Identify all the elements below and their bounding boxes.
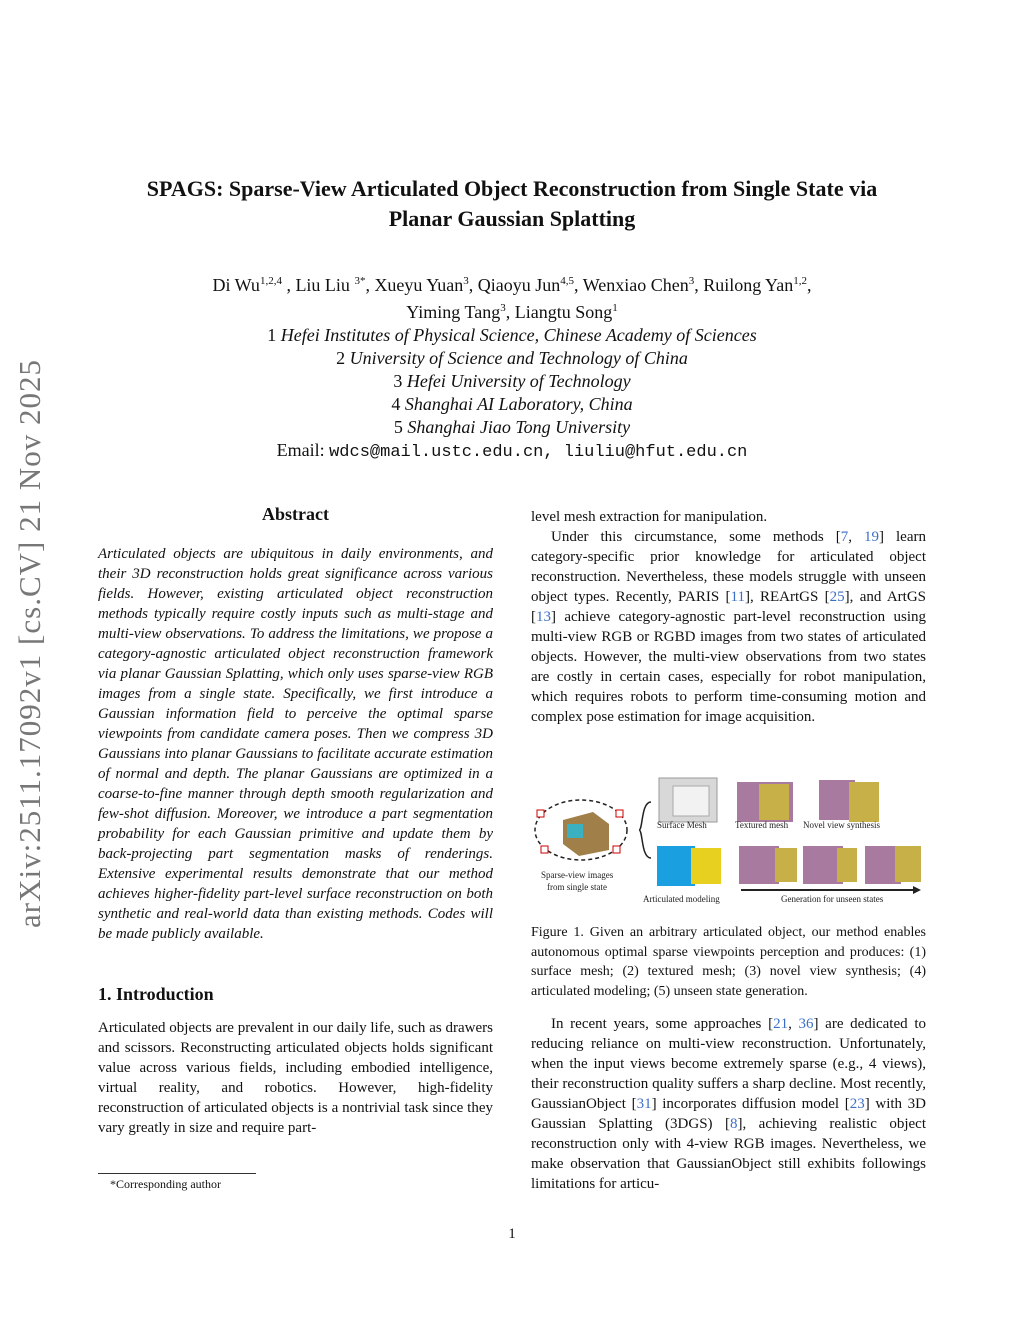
label-from-single: from single state [547,882,607,892]
affiliation-number: 3 [393,371,407,391]
footnote-rule [98,1173,256,1174]
label-sparse-view: Sparse-view images [541,870,614,880]
authors-block [60,270,964,464]
email-addresses[interactable]: wdcs@mail.ustc.edu.cn, liuliu@hfut.edu.cn [329,443,748,462]
camera-icon [613,846,620,853]
right-para-3: In recent years, some approaches [21, 36] are dedicated to reducing reliance on multi-view reconstruction. Unfortunately, when the input views become extremely sparse (e.g., 4 views), their reconstruction quality suffers a sharp decline. Most recently, GaussianObject [31] incorporates diffusion model [23] with 3D Gaussian Splatting (3DGS) [8], achieving realistic object reconstruction only with 4-view RGB images. Nevertheless, we make observation that GaussianObject still exhibits followings limitations for articu- [531,1016,927,1192]
affiliation-item [60,416,964,439]
label-textured-mesh: Textured mesh [735,820,789,830]
arxiv-sidebar: arXiv:2511.17092v1 [cs.CV] 21 Nov 2025 [12,359,47,928]
abstract-heading: Abstract [262,504,329,524]
affiliation-list [60,324,964,439]
affiliation-name: Shanghai AI Laboratory, China [404,394,633,414]
right-column-top [531,507,926,727]
camera-icon [537,810,544,817]
label-articulated: Articulated modeling [643,894,720,904]
affiliation-number: 5 [393,417,408,437]
affiliation-item [60,324,964,347]
title-line-2: Planar Gaussian Splatting [388,206,636,231]
intro-heading: 1. Introduction [98,984,214,1004]
right-para-1: level mesh extraction for manipulation. [531,509,768,525]
camera-icon [541,846,548,853]
affiliation-number: 4 [391,394,405,414]
page-number: 1 [508,1226,516,1242]
email-label: Email: [276,440,325,460]
figure-caption: Figure 1. Given an arbitrary articulated object, our method enables autonomous optimal sparse viewpoints perception and produces: (1) surface mesh; (2) textured mesh; (3) novel view synthesis; (4) articulated modeling; (5) unseen state generation. [531,925,926,999]
label-generation: Generation for unseen states [781,894,884,904]
right-para-2: Under this circumstance, some methods [7, 19] learn category-specific prior knowledge for articulated object reconstruction. Nevertheless, these models struggle with unseen object types. Recently, PARIS [11], REArtGS [25], and ArtGS [13] achieve category-agnostic part-level reconstruction using multi-view RGB or RGBD images from two states of articulated objects. However, the multi-view observations from two states are costly in certain cases, especially for robot manipulation, which requires robots to perform time-consuming motion and complex pose estimation for image acquisition. [531,529,926,725]
affiliation-item [60,347,964,370]
brace [639,802,651,858]
abstract-text: Articulated objects are ubiquitous in daily environments, and their 3D reconstruction holds great significance across various fields. However, existing articulated object reconstruction methods typically require costly inputs such as multi-stage and multi-view observations. To address the limitations, we propose a category-agnostic articulated object reconstruction framework via planar Gaussian Splatting, which only uses sparse-view RGB images from a single state. Specifically, we first introduce a Gaussian information field to perceive the optimal sparse viewpoints from candidate camera poses. Then we compress 3D Gaussians into planar Gaussians to facilitate accurate estimation of normal and depth. The planar Gaussians are optimized in a coarse-to-fine manner through depth smooth regularization and few-shot diffusion. Moreover, we introduce a part segmentation probability for each Gaussian primitive and update them by back-projecting part segmentation masks of renderings. Extensive experimental results demonstrate that our method achieves higher-fidelity part-level surface reconstruction on both synthetic and real-world data than existing methods. Codes will be made publicly available. [98,546,493,942]
novel-view-image [849,782,879,822]
surface-mesh-image [673,786,709,816]
figure-1 [531,772,926,902]
articulated-model-image [691,848,721,884]
unseen-state-image [895,846,921,882]
email-line [60,439,964,464]
footnote: *Corresponding author [110,1177,221,1191]
textured-mesh-image [759,784,789,820]
unseen-state-image [837,848,857,882]
right-column-bottom [531,1014,926,1194]
authors-line-2: Yiming Tang$^3$, Liangtu Song$^1$ [406,302,618,322]
unseen-state-image [739,846,779,884]
authors-line-1: Di Wu$^{1,2,4}$ , Liu Liu $^{3*}$, Xueyu Yuan$^3$, Qiaoyu Jun$^{4,5}$, Wenxiao Chen$^3$, Ruilong Yan$^{1,2}$, [212,275,812,295]
affiliation-name: Shanghai Jiao Tong University [407,417,631,437]
affiliation-name: University of Science and Technology of China [349,348,688,368]
arrow-head-icon [913,886,921,894]
intro-text: Articulated objects are prevalent in our daily life, such as drawers and scissors. Reconstructing articulated objects holds significant value across various fields, including embodied intelligence, virtual reality, and robotics. However, high-fidelity reconstruction of articulated objects is a nontrivial task since they vary greatly in size and require part- [98,1020,493,1136]
affiliation-name: Hefei University of Technology [406,371,631,391]
camera-icon [616,810,623,817]
affiliation-number: 2 [336,348,350,368]
title-line-1: SPAGS: Sparse-View Articulated Object Reconstruction from Single State via [146,176,878,201]
object-thumbnail-part [567,824,583,838]
affiliation-number: 1 [267,325,281,345]
affiliation-item [60,393,964,416]
affiliation-item [60,370,964,393]
left-column [98,504,493,1138]
articulated-model-image [657,846,695,886]
unseen-state-image [775,848,797,882]
label-surface-mesh: Surface Mesh [657,820,707,830]
label-novel-view: Novel view synthesis [803,820,880,830]
affiliation-name: Hefei Institutes of Physical Science, Chinese Academy of Sciences [280,325,757,345]
paper-title [60,174,964,234]
